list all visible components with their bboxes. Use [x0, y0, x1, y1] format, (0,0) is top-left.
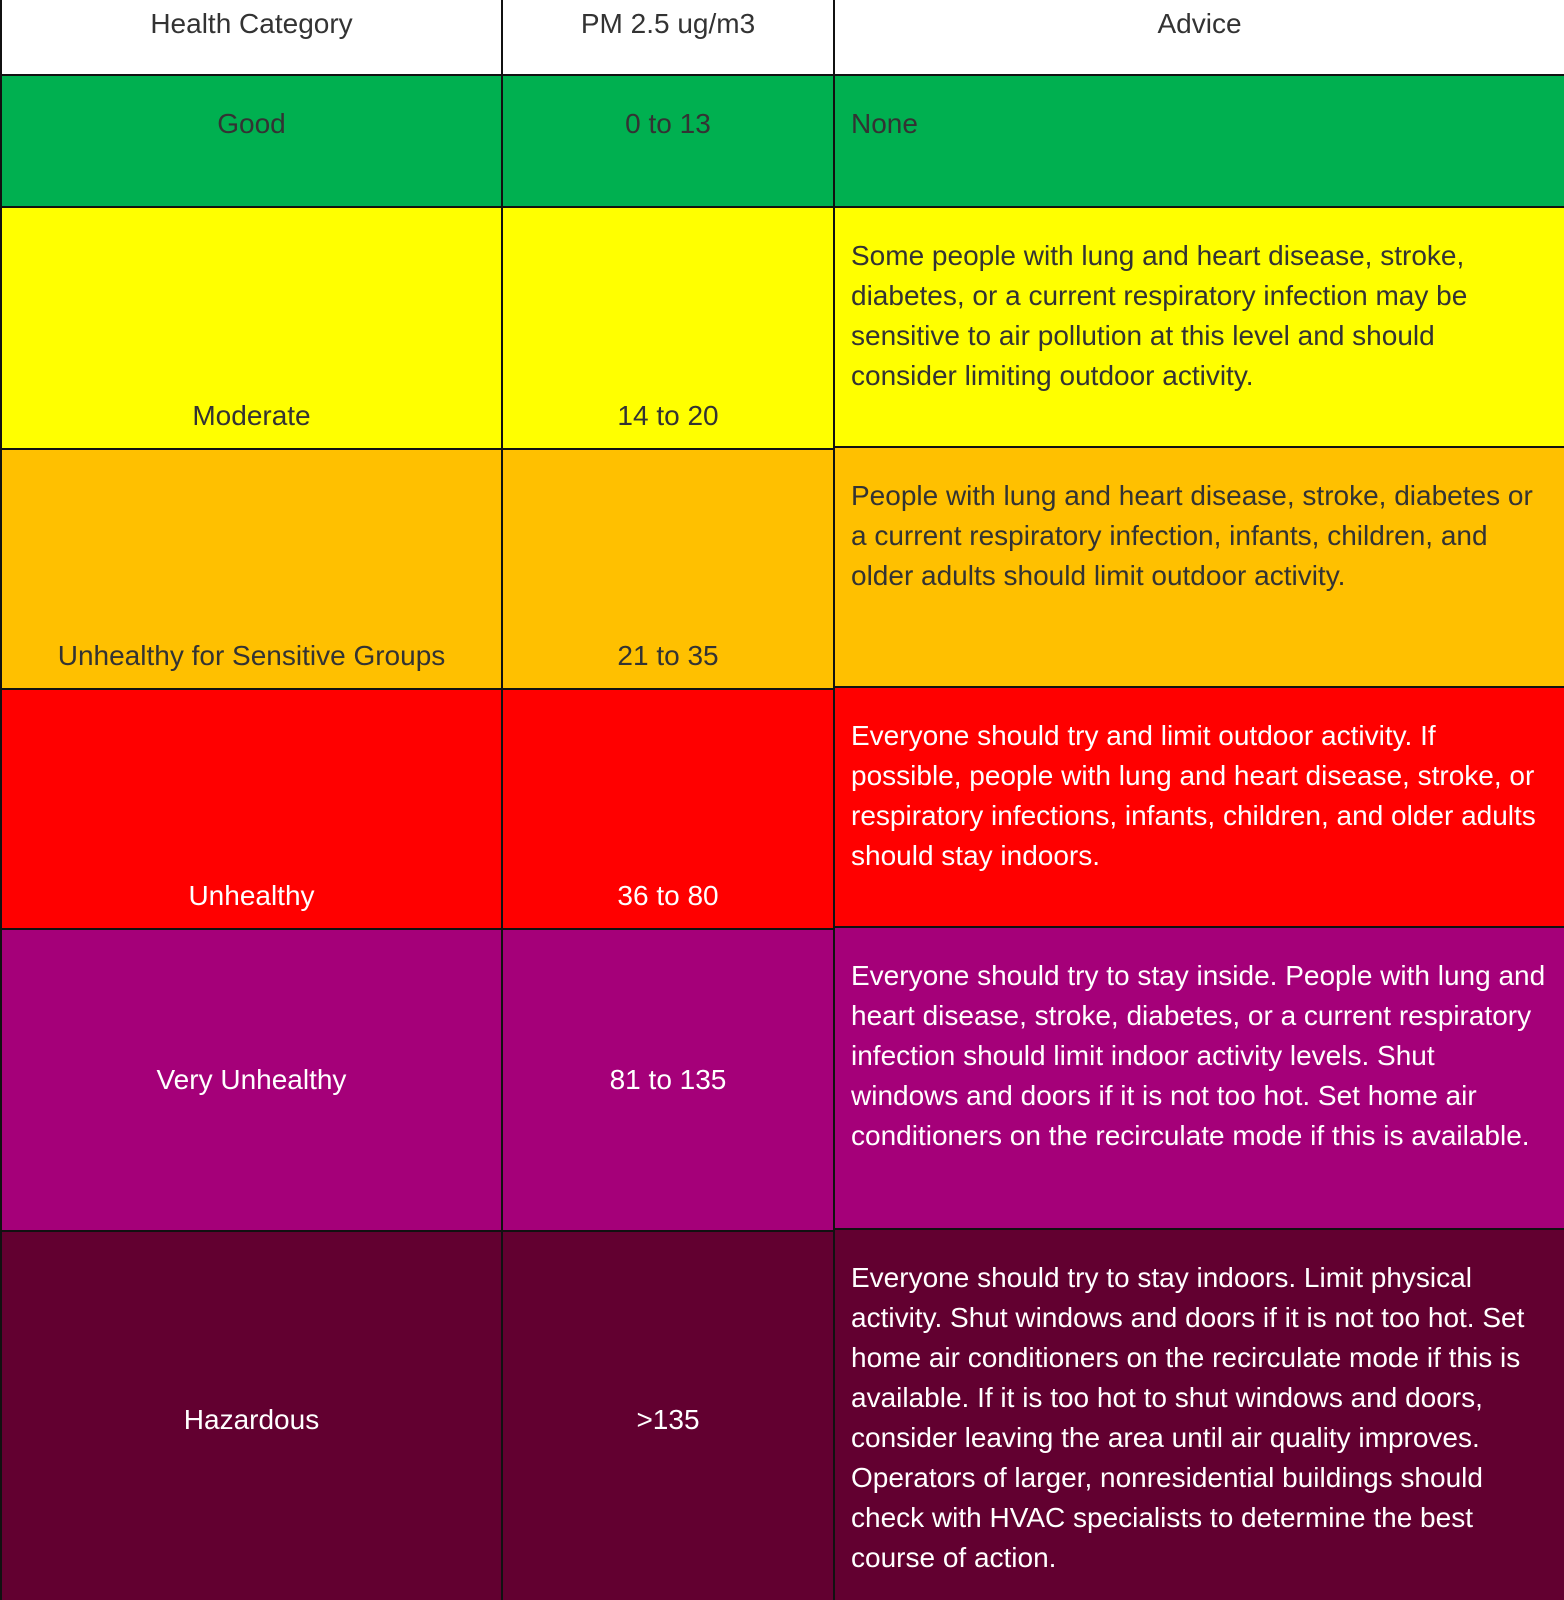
row-moderate-category-text: Moderate [192, 400, 311, 431]
header-advice [833, 0, 1564, 76]
row-good-category-text: Good [217, 108, 286, 139]
header-health-category [0, 0, 503, 76]
row-moderate-category [0, 206, 503, 450]
row-unhealthy-range [501, 688, 835, 930]
row-moderate-advice-text: Some people with lung and heart disease, stroke, diabetes, or a current respiratory infection may be sensitive to air pollution at this level and should consider limiting outdoor activity. [851, 240, 1468, 391]
row-unhealthy-category [0, 688, 503, 930]
row-hazardous-range-text: >135 [636, 1404, 700, 1435]
row-very-unhealthy-category [0, 928, 503, 1232]
row-unhealthy-category-text: Unhealthy [188, 880, 315, 911]
row-sensitive-advice [833, 446, 1564, 688]
row-moderate-advice [833, 206, 1564, 448]
row-moderate-range-text: 14 to 20 [617, 400, 719, 431]
row-sensitive-advice-text: People with lung and heart disease, stroke, diabetes or a current respiratory infection, infants, children, and older adults should limit outdoor activity. [851, 480, 1533, 591]
row-very-unhealthy-advice-text: Everyone should try to stay inside. People with lung and heart disease, stroke, diabetes, or a current respiratory infection should limit indoor activity levels. Shut windows and doors if it is not too hot. Set home air conditioners on the recirculate mode if this is available. [851, 960, 1546, 1151]
row-unhealthy-advice [833, 686, 1564, 928]
row-sensitive-range-text: 21 to 35 [617, 640, 719, 671]
row-good-advice [833, 74, 1564, 208]
header-pm25 [501, 0, 835, 76]
row-unhealthy-advice-text: Everyone should try and limit outdoor activity. If possible, people with lung and heart disease, stroke, or respiratory infections, infants, children, and older adults should stay indoors. [851, 720, 1536, 871]
row-moderate-range [501, 206, 835, 450]
row-hazardous-range [501, 1230, 835, 1600]
row-good-range-text: 0 to 13 [625, 108, 711, 139]
row-very-unhealthy-range-text: 81 to 135 [609, 1064, 727, 1095]
header-health-category-text: Health Category [150, 8, 353, 39]
row-good-advice-text: None [851, 108, 918, 139]
header-pm25-text: PM 2.5 ug/m3 [580, 8, 756, 39]
row-good-range [501, 74, 835, 208]
header-advice-text: Advice [1157, 8, 1242, 39]
row-very-unhealthy-range [501, 928, 835, 1232]
row-hazardous-advice-text: Everyone should try to stay indoors. Limit physical activity. Shut windows and doors if it is not too hot. Set home air conditioners on the recirculate mode if this is available. If it is too hot to shut windows and doors, consider leaving the area until air quality improves. Operators of larger, nonresidential buildings should check with HVAC specialists to determine the best course of action. [851, 1262, 1525, 1573]
row-hazardous-category-text: Hazardous [183, 1404, 320, 1435]
row-sensitive-category [0, 448, 503, 690]
row-good-category [0, 74, 503, 208]
row-sensitive-range [501, 448, 835, 690]
row-unhealthy-range-text: 36 to 80 [617, 880, 719, 911]
row-hazardous-category [0, 1230, 503, 1600]
row-hazardous-advice [833, 1228, 1564, 1600]
row-sensitive-category-text: Unhealthy for Sensitive Groups [57, 640, 446, 671]
row-very-unhealthy-category-text: Very Unhealthy [156, 1064, 347, 1095]
row-very-unhealthy-advice [833, 926, 1564, 1230]
